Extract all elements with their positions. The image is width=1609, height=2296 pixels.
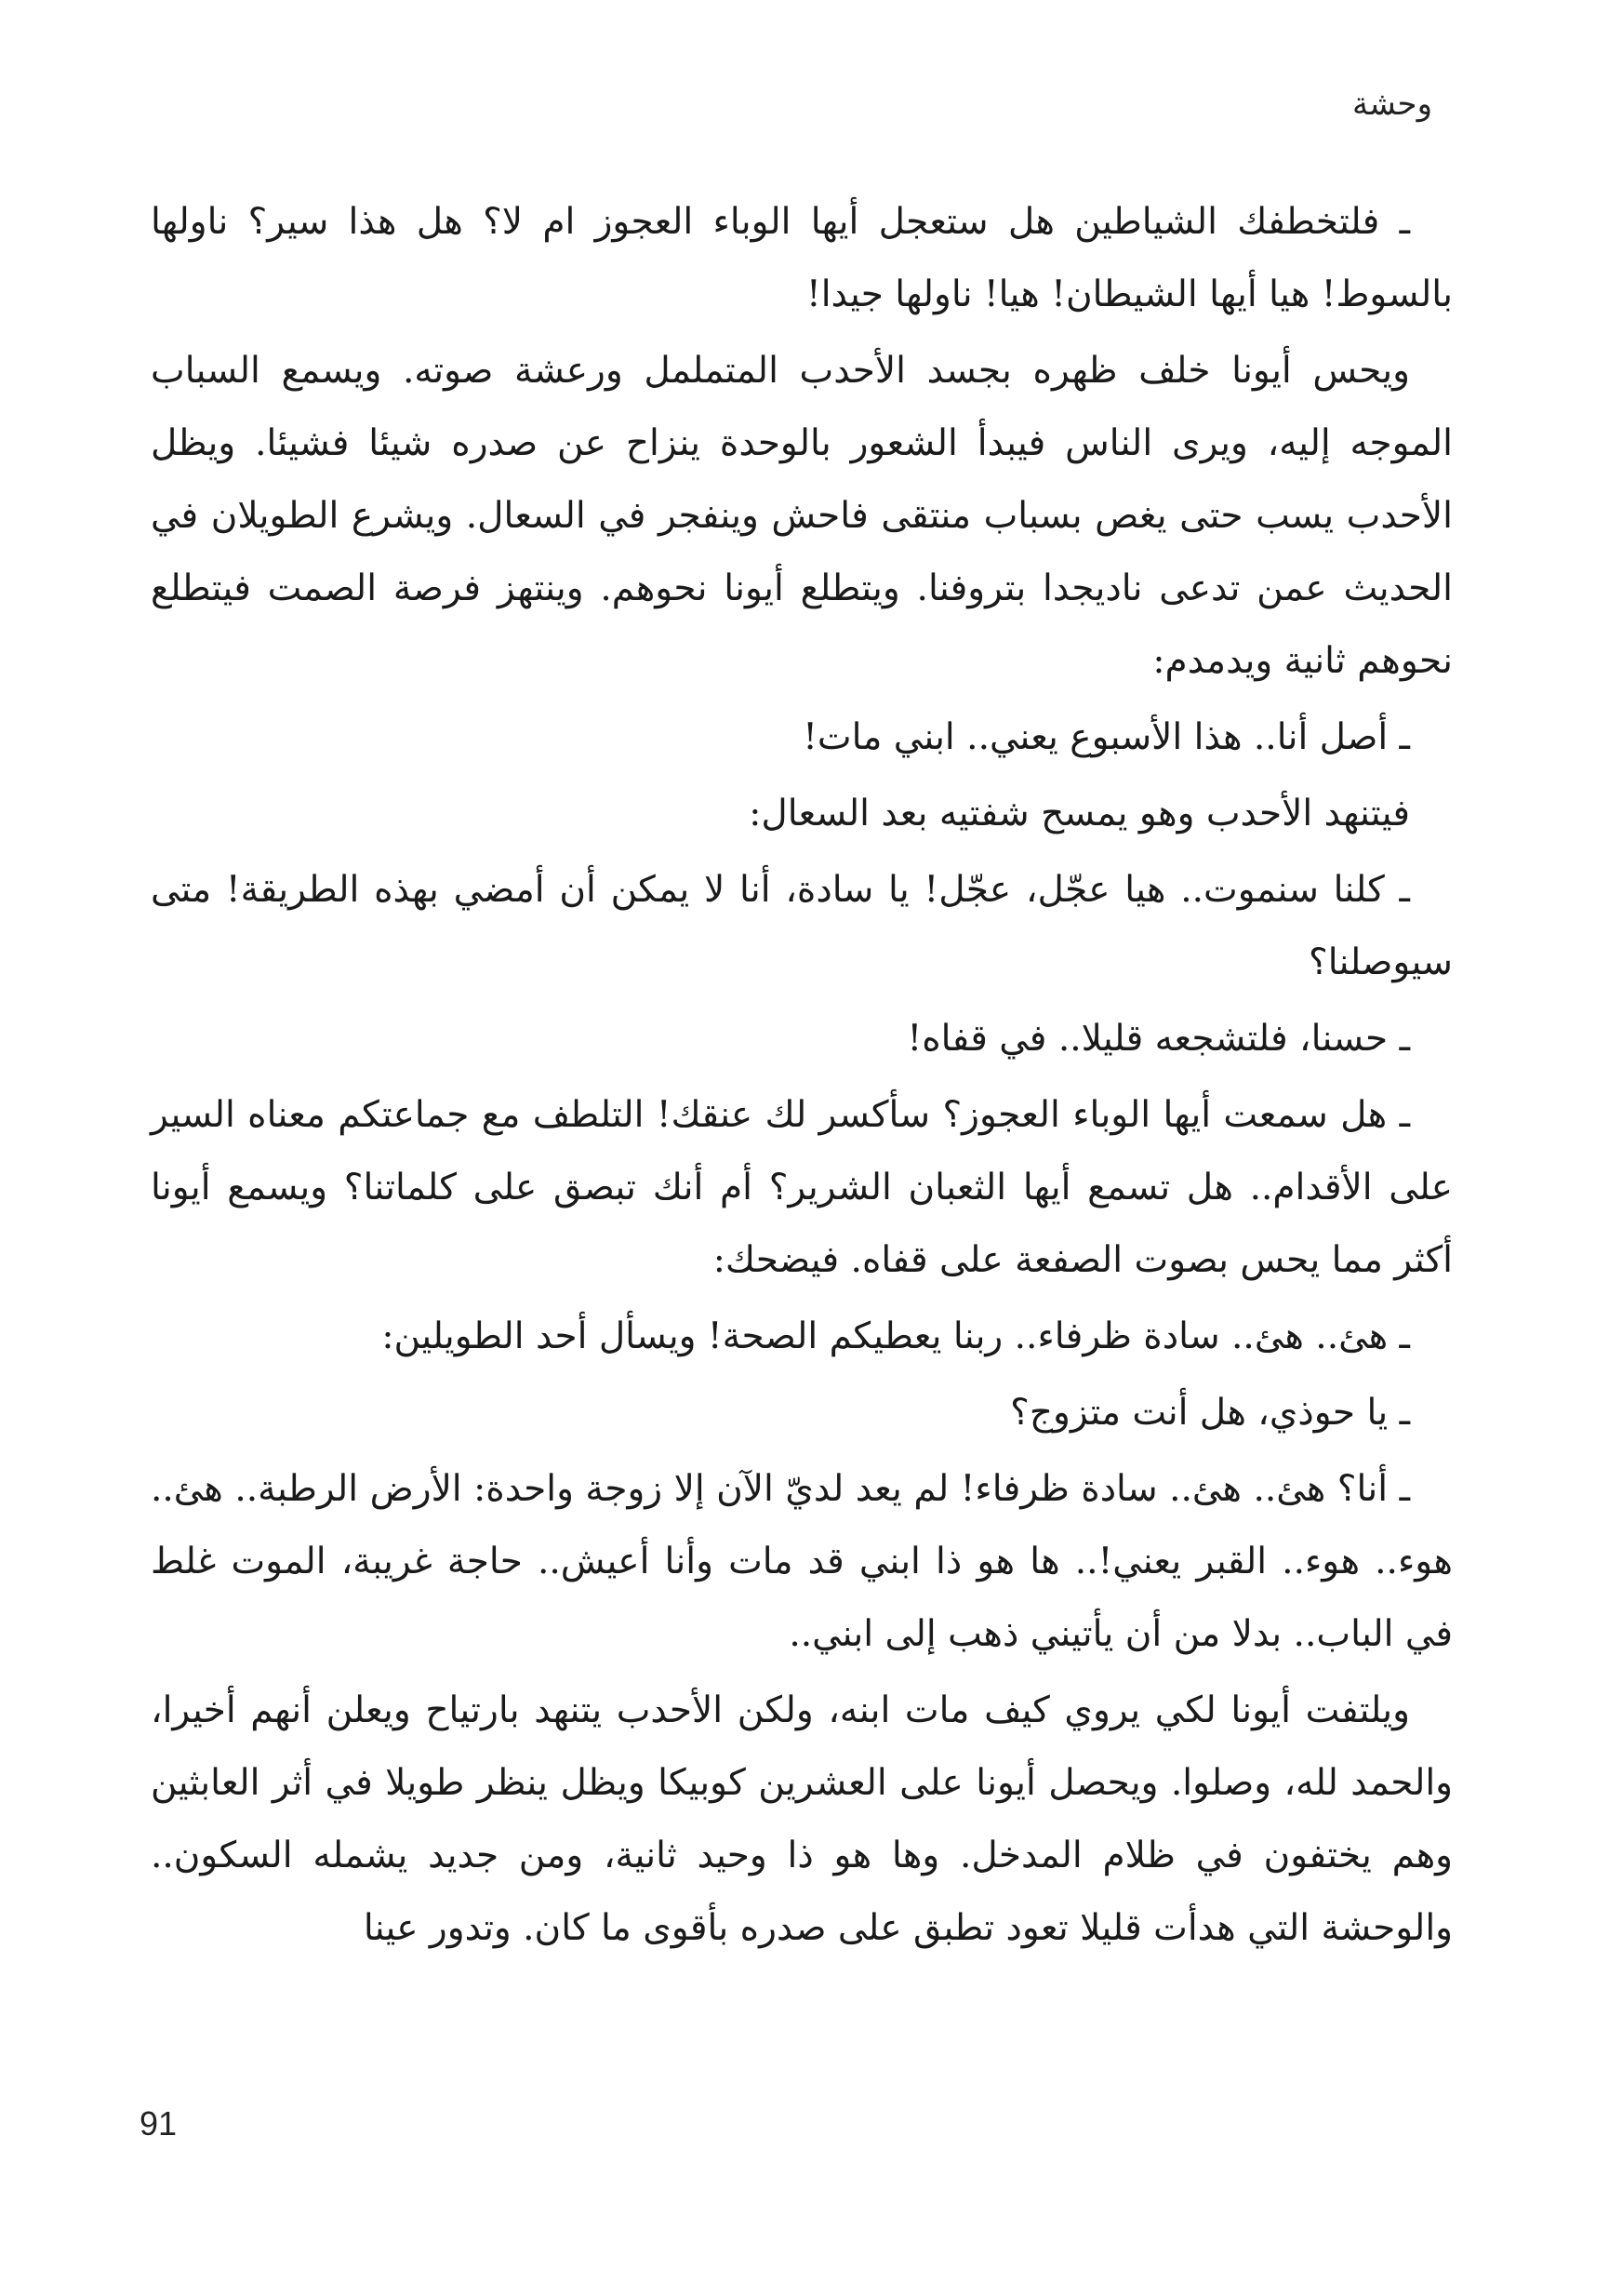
paragraph: ـ حسنا، فلتشجعه قليلا.. في قفاه! bbox=[907, 1018, 1410, 1060]
paragraph: ـ هل سمعت أيها الوباء العجوز؟ سأكسر لك عنقك! التلطف مع جماعتكم معناه السير على الأقدام.. هل تسمع أيها الثعبان الشرير؟ أم أنك تبصق على كلماتنا؟ ويسمع أيونا أكثر مما يحس بصوت الصفعة على قفاه. فيضحك: bbox=[151, 1094, 1453, 1281]
paragraph: ـ يا حوذي، هل أنت متزوج؟ bbox=[1010, 1392, 1410, 1434]
paragraph: ـ كلنا سنموت.. هيا عجّل، عجّل! يا سادة، أنا لا يمكن أن أمضي بهذه الطريقة! متى سيوصلنا؟ bbox=[151, 869, 1453, 983]
running-title: وحشة bbox=[1352, 86, 1432, 123]
page-number: 91 bbox=[140, 2104, 178, 2142]
paragraph: ويحس أيونا خلف ظهره بجسد الأحدب المتململ ورعشة صوته. ويسمع السباب الموجه إليه، ويرى الناس فيبدأ الشعور بالوحدة ينزاح عن صدره شيئا فشيئا. ويظل الأحدب يسب حتى يغص بسباب منتقى فاحش وينفجر في السعال. ويشرع الطويلان في الحديث عمن تدعى ناديجدا بتروفنا. ويتطلع أيونا نحوهم. وينتهز فرصة الصمت فيتطلع نحوهم ثانية ويدمدم: bbox=[151, 350, 1453, 682]
paragraph: ـ فلتخطفك الشياطين هل ستعجل أيها الوباء العجوز ام لا؟ هل هذا سير؟ ناولها بالسوط! هيا أيها الشيطان! هيا! ناولها جيدا! bbox=[151, 201, 1453, 315]
paragraph: ـ أنا؟ هئ.. هئ.. سادة ظرفاء! لم يعد لديّ الآن إلا زوجة واحدة: الأرض الرطبة.. هئ.. هوء.. هوء.. القبر يعني!.. ها هو ذا ابني قد مات وأنا أعيش.. حاجة غريبة، الموت غلط في الباب.. بدلا من أن يأتيني ذهب إلى ابني.. bbox=[151, 1468, 1453, 1655]
paragraph: ويلتفت أيونا لكي يروي كيف مات ابنه، ولكن الأحدب يتنهد بارتياح ويعلن أنهم أخيرا، والحمد لله، وصلوا. ويحصل أيونا على العشرين كوبيكا ويظل ينظر طويلا في أثر العابثين وهم يختفون في ظلام المدخل. وها هو ذا وحيد ثانية، ومن جديد يشمله السكون.. والوحشة التي هدأت قليلا تعود تطبق على صدره بأقوى ما كان. وتدور عينا bbox=[151, 1689, 1453, 1949]
paragraph: فيتنهد الأحدب وهو يمسح شفتيه بعد السعال: bbox=[749, 793, 1410, 834]
paragraph: ـ هئ.. هئ.. سادة ظرفاء.. ربنا يعطيكم الصحة! ويسأل أحد الطويلين: bbox=[381, 1315, 1410, 1357]
page-body bbox=[151, 186, 1453, 1969]
paragraph: ـ أصل أنا.. هذا الأسبوع يعني.. ابني مات! bbox=[803, 716, 1410, 758]
